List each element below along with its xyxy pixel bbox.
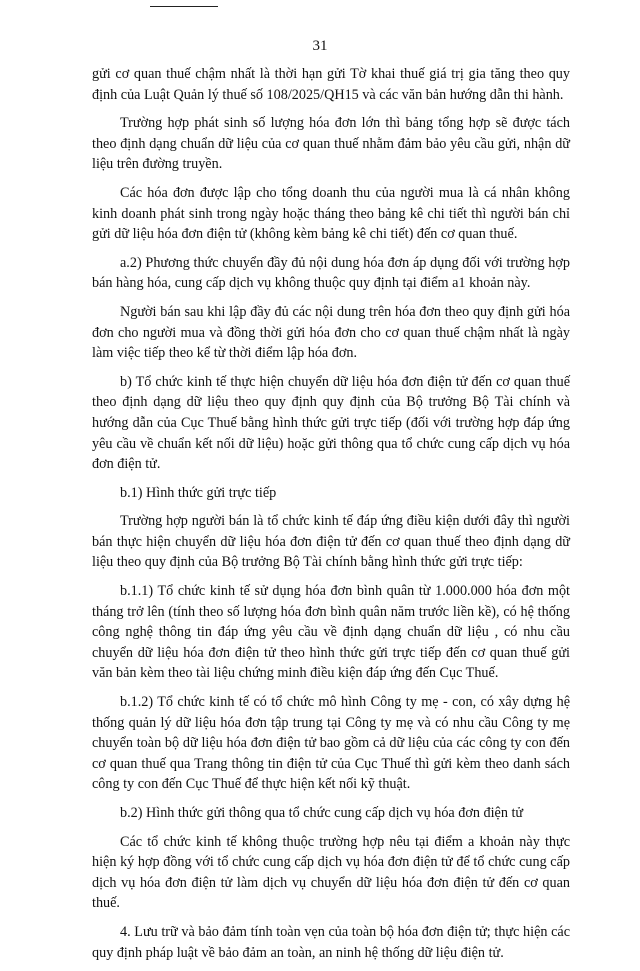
paragraph-12: Các tổ chức kinh tế không thuộc trường hợp nêu tại điểm a khoản này thực hiện ký hợp đồng với tổ chức cung cấp dịch vụ hóa đơn điện tử để tổ chức cung cấp dịch vụ hóa đơn điện tử làm dịch vụ chuyển dữ liệu hóa đơn điện tử đến cơ quan thuế. [92,833,570,912]
document-body [92,64,570,971]
paragraph-3: Các hóa đơn được lập cho tổng doanh thu của người mua là cá nhân không kinh doanh phát sinh trong ngày hoặc tháng theo bảng kê chi tiết thì người bán chỉ gửi dữ liệu hóa đơn điện tử (không kèm bảng kê chi tiết) đến cơ quan thuế. [92,184,570,243]
paragraph-5: Người bán sau khi lập đầy đủ các nội dung trên hóa đơn theo quy định gửi hóa đơn cho người mua và đồng thời gửi hóa đơn cho cơ quan thuế chậm nhất là ngày làm việc tiếp theo kể từ thời điểm lập hóa đơn. [92,303,570,362]
paragraph-1: gửi cơ quan thuế chậm nhất là thời hạn gửi Tờ khai thuế giá trị gia tăng theo quy định của Luật Quản lý thuế số 108/2025/QH15 và các văn bản hướng dẫn thi hành. [92,66,570,103]
paragraph-7: b.1) Hình thức gửi trực tiếp [120,484,277,501]
paragraph-8: Trường hợp người bán là tổ chức kinh tế đáp ứng điều kiện dưới đây thì người bán thực hiện chuyển dữ liệu hóa đơn điện tử đến cơ quan thuế theo định dạng dữ liệu theo quy định của Bộ trưởng Bộ Tài chính bằng hình thức gửi trực tiếp: [92,513,570,571]
paragraph-9: b.1.1) Tổ chức kinh tế sử dụng hóa đơn bình quân từ 1.000.000 hóa đơn một tháng trở lên (tính theo số lượng hóa đơn bình quân năm trước liền kề), có hệ thống công nghệ thông tin đáp ứng yêu cầu về định dạng chuẩn dữ liệu , có nhu cầu chuyển dữ liệu hóa đơn điện tử theo hình thức gửi trực tiếp đến cơ quan thuế gửi văn bản kèm theo tài liệu chứng minh điều kiện đáp ứng đến Cục Thuế. [92,583,570,682]
paragraph-2: Trường hợp phát sinh số lượng hóa đơn lớn thì bảng tổng hợp sẽ được tách theo định dạng chuẩn dữ liệu của cơ quan thuế nhằm đảm bảo yêu cầu gửi, nhận dữ liệu trên đường truyền. [92,115,570,173]
paragraph-10: b.1.2) Tổ chức kinh tế có tổ chức mô hình Công ty mẹ - con, có xây dựng hệ thống quản lý dữ liệu hóa đơn tập trung tại Công ty mẹ và có nhu cầu Công ty mẹ chuyển toàn bộ dữ liệu hóa đơn điện tử bao gồm cả dữ liệu của các công ty con đến cơ quan thuế qua Trang thông tin điện tử của Cục Thuế thì gửi kèm theo danh sách công ty con đến Cục Thuế để thực hiện kết nối kỹ thuật. [92,694,570,793]
top-rule-line [150,6,218,7]
paragraph-4: a.2) Phương thức chuyển đầy đủ nội dung hóa đơn áp dụng đối với trường hợp bán hàng hóa, cung cấp dịch vụ không thuộc quy định tại điểm a1 khoản này. [92,254,570,292]
paragraph-11: b.2) Hình thức gửi thông qua tổ chức cung cấp dịch vụ hóa đơn điện tử [120,805,524,821]
paragraph-6: b) Tổ chức kinh tế thực hiện chuyển dữ liệu hóa đơn điện tử đến cơ quan thuế theo định dạng dữ liệu theo quy định quy định của Bộ trưởng Bộ Tài chính và hướng dẫn của Cục Thuế bằng hình thức gửi trực tiếp (đối với trường hợp đáp ứng yêu cầu về chuẩn kết nối dữ liệu) hoặc gửi thông qua tổ chức cung cấp dịch vụ hóa đơn điện tử. [92,373,570,473]
page-number: 31 [312,38,328,54]
paragraph-13: 4. Lưu trữ và bảo đảm tính toàn vẹn của toàn bộ hóa đơn điện tử; thực hiện các quy định pháp luật về bảo đảm an toàn, an ninh hệ thống dữ liệu điện tử. [92,923,570,961]
